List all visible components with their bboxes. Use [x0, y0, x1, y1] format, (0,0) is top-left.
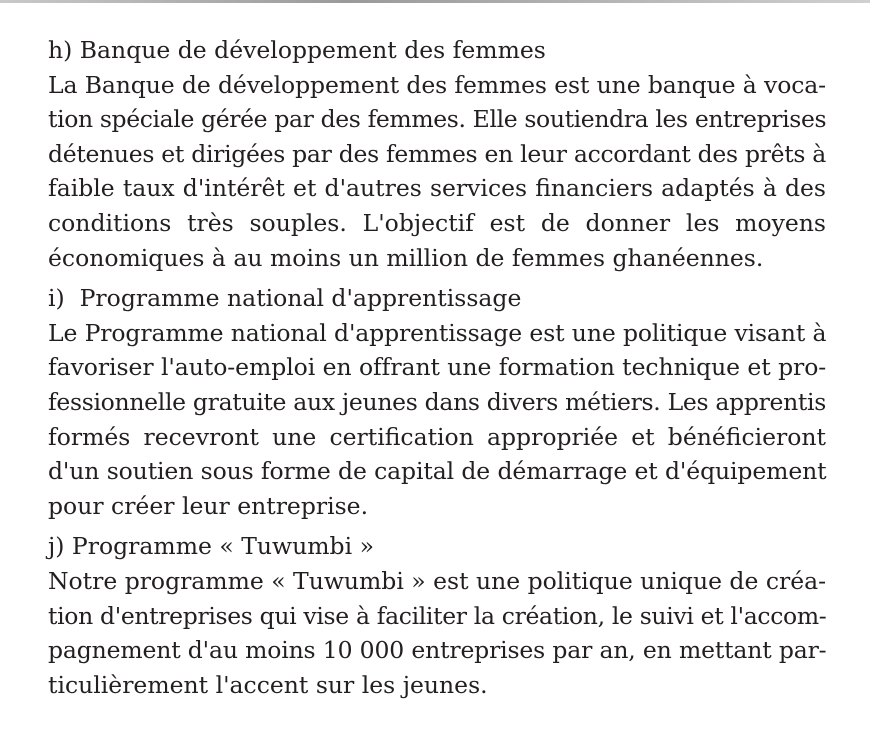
paragraph-line: formés recevront une certification appropriée et bénéficieront	[48, 422, 826, 451]
paragraph-line: Notre programme « Tuwumbi » est une politique unique de créa-	[48, 566, 826, 595]
paragraph-line: détenues et dirigées par des femmes en leur accordant des prêts à	[48, 139, 826, 168]
section-apprenticeship	[48, 281, 826, 523]
section-heading: i) Programme national d'apprentissage	[48, 284, 522, 313]
section-tuwumbi	[48, 529, 826, 702]
paragraph-line: tion spéciale gérée par des femmes. Elle soutiendra les entreprises	[48, 105, 827, 134]
section-womens-bank	[48, 33, 826, 275]
paragraph-line: La Banque de développement des femmes est une banque à voca-	[48, 70, 826, 99]
page-top-edge	[0, 0, 870, 3]
section-heading: h) Banque de développement des femmes	[48, 36, 546, 64]
paragraph-line: faible taux d'intérêt et d'autres services financiers adaptés à des	[48, 174, 826, 203]
document-body	[48, 33, 826, 702]
section-heading: j) Programme « Tuwumbi »	[48, 532, 374, 561]
paragraph-line: favoriser l'auto-emploi en offrant une formation technique et pro-	[48, 353, 827, 382]
paragraph-line: pour créer leur entreprise.	[48, 491, 369, 520]
paragraph-line: tion d'entreprises qui vise à faciliter la création, le suivi et l'accom-	[48, 601, 827, 630]
paragraph-line: fessionnelle gratuite aux jeunes dans divers métiers. Les apprentis	[48, 387, 826, 416]
paragraph-line: économiques à au moins un million de femmes ghanéennes.	[48, 243, 764, 272]
paragraph-line: Le Programme national d'apprentissage est une politique visant à	[48, 318, 827, 347]
paragraph-line: conditions très souples. L'objectif est de donner les moyens	[48, 208, 826, 237]
paragraph-line: pagnement d'au moins 10 000 entreprises par an, en mettant par-	[48, 636, 827, 665]
paragraph-line: ticulièrement l'accent sur les jeunes.	[48, 670, 488, 699]
paragraph-line: d'un soutien sous forme de capital de démarrage et d'équipement	[48, 457, 827, 486]
